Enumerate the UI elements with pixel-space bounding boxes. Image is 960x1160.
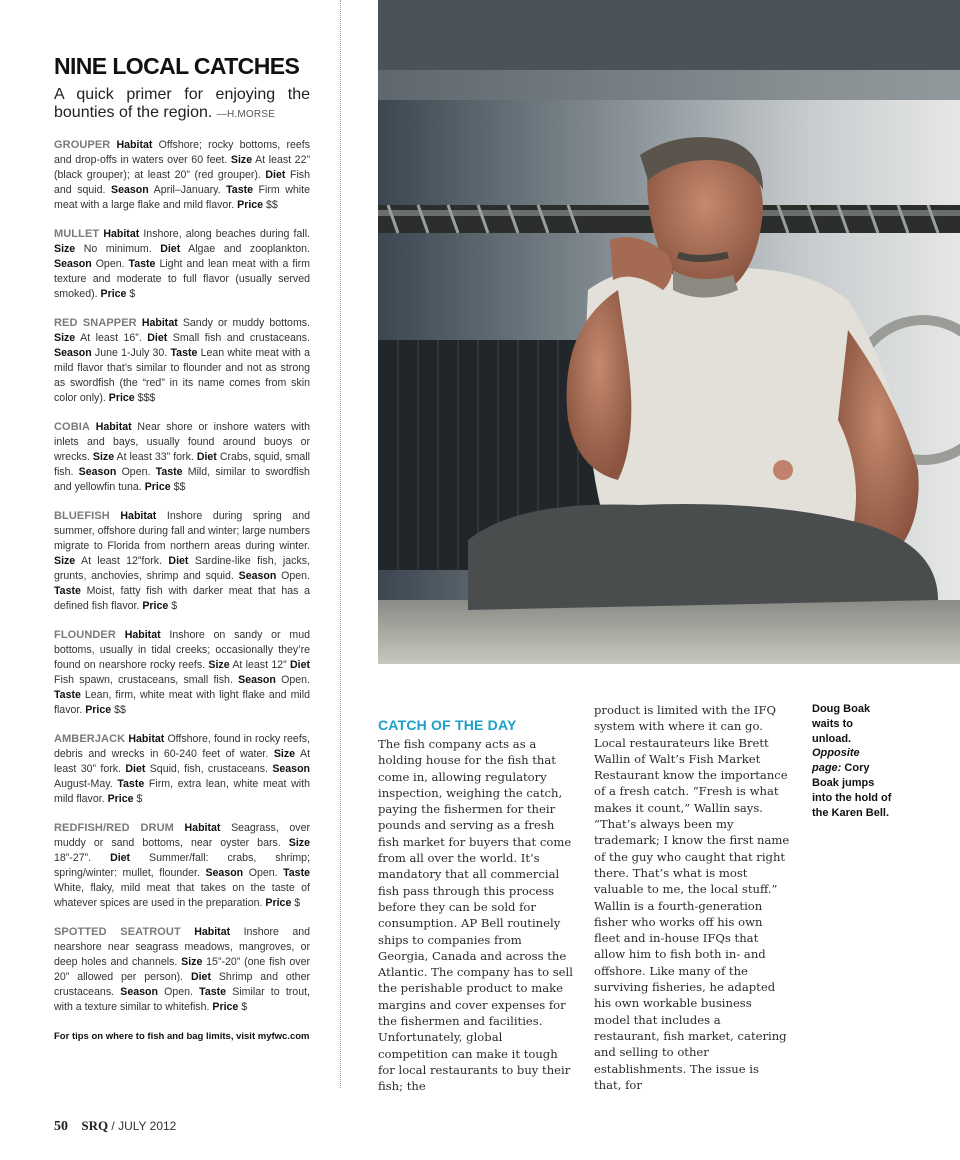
fish-season-value: Open.	[164, 986, 193, 998]
fish-price-value: $	[294, 897, 301, 909]
fish-taste-value: White, flaky, mild meat that takes on the taste of whatever spices are used in the preparation.	[54, 882, 310, 909]
article-heading: CATCH OF THE DAY	[378, 717, 517, 733]
fish-size-value: At least 22” (black grouper); at least 20” (red grouper).	[54, 154, 310, 181]
fish-size-label: Size	[208, 659, 230, 671]
article-column-1	[378, 716, 574, 1095]
fish-diet-value: Crabs, squid, small fish.	[54, 451, 311, 478]
fish-entry	[54, 732, 310, 807]
fish-habitat-label: Habitat	[120, 510, 157, 522]
fish-size-value: At least 16”.	[80, 332, 142, 344]
fish-season-label: Season	[238, 570, 277, 582]
fish-price-label: Price	[265, 897, 292, 909]
fish-taste-value: Light and lean meat with a firm texture and moderate to full flavor (usually served smoked).	[54, 258, 310, 300]
fish-diet-label: Diet	[168, 555, 189, 567]
fish-diet-value: Summer/fall: crabs, shrimp; spring/winter: mullet, flounder.	[54, 852, 310, 879]
fish-season-value: Open.	[248, 867, 278, 879]
fish-season-value: Open.	[95, 258, 125, 270]
fish-taste-label: Taste	[226, 184, 254, 196]
fish-season-value: Open.	[281, 674, 310, 686]
fish-size-label: Size	[92, 451, 115, 463]
fish-price-label: Price	[100, 288, 127, 300]
fish-diet-value: Shrimp and other crustaceans.	[54, 971, 310, 998]
fish-entry	[54, 316, 310, 406]
fish-taste-label: Taste	[54, 689, 81, 701]
fish-taste-label: Taste	[117, 778, 145, 790]
fish-diet-label: Diet	[190, 971, 211, 983]
fish-size-label: Size	[54, 243, 76, 255]
fish-size-value: 15”-20” (one fish over 20” allowed per person).	[54, 956, 311, 983]
fish-season-label: Season	[272, 763, 311, 775]
fish-diet-value: Algae and zooplankton.	[188, 243, 310, 255]
page-footer	[54, 1118, 176, 1135]
fish-entry	[54, 628, 310, 718]
sidebar-tip: For tips on where to fish and bag limits, visit myfwc.com	[54, 1031, 310, 1042]
fish-habitat-value: Seagrass, over muddy or sand bottoms, near oyster bars.	[54, 822, 310, 849]
fish-price-value: $	[241, 1001, 248, 1013]
fish-habitat-value: Offshore; rocky bottoms, reefs and drop-offs in waters over 60 feet.	[54, 139, 310, 166]
fish-size-label: Size	[288, 837, 310, 849]
fish-season-label: Season	[54, 258, 92, 270]
fish-season-value: Open.	[121, 466, 151, 478]
fish-taste-value: Similar to trout, with a texture similar to whitefish.	[54, 986, 310, 1013]
fish-diet-value: Fish and squid.	[54, 169, 310, 196]
fish-name: FLOUNDER	[54, 629, 116, 641]
fish-entry	[54, 227, 310, 302]
fish-season-label: Season	[205, 867, 244, 879]
fish-size-value: At least 30” fork.	[54, 748, 311, 775]
fish-taste-label: Taste	[283, 867, 310, 879]
fish-habitat-label: Habitat	[95, 421, 132, 433]
fish-entry	[54, 821, 310, 911]
fish-habitat-value: Inshore, along beaches during fall.	[143, 228, 310, 240]
caption-part1: Doug Boak waits to unload.	[812, 703, 871, 745]
fish-taste-label: Taste	[155, 466, 183, 478]
fish-size-label: Size	[230, 154, 253, 166]
fish-taste-label: Taste	[170, 347, 198, 359]
fish-habitat-value: Inshore during spring and summer, offshore during fall and winter; large numbers migrate to Florida from northern areas during winter.	[54, 510, 310, 552]
fish-diet-value: Small fish and crustaceans.	[172, 332, 310, 344]
fish-price-value: $	[171, 600, 178, 612]
sidebar-subtitle	[54, 86, 310, 124]
fish-habitat-value: Inshore and nearshore near seagrass meadows, mangroves, or deep holes and channels.	[54, 926, 310, 968]
fish-name: RED SNAPPER	[54, 317, 137, 329]
fish-season-label: Season	[111, 184, 149, 196]
fish-habitat-value: Offshore, found in rocky reefs, debris and wrecks in 60-240 feet of water.	[54, 733, 311, 760]
fish-price-label: Price	[108, 392, 135, 404]
fish-habitat-label: Habitat	[124, 629, 161, 641]
fish-name: COBIA	[54, 421, 90, 433]
photo-caption	[812, 702, 892, 820]
fish-diet-label: Diet	[110, 852, 131, 864]
subtitle-text: A quick primer for enjoying the bounties of the region.	[54, 86, 310, 121]
article-text-col1: The fish company acts as a holding house for the fish that come in, allowing regulatory inspection, weighing the catch, paying the fishermen for their pounds and serving as a fresh fish market for buyers that come from all over the world. It’s mandatory that all commercial fish pass through this process before they can be sold for consumption. AP Bell routinely ships to companies from Georgia, Canada and across the Atlantic. The company has to sell the perishable product to make margins and cover expenses for the fishermen and facilities. Unfortunately, global competition can make it tough for local restaurants to buy their fish; the	[378, 737, 573, 1094]
fish-price-value: $	[136, 793, 143, 805]
fish-name: AMBERJACK	[54, 733, 126, 745]
photo-illustration	[378, 0, 960, 664]
fish-price-label: Price	[142, 600, 169, 612]
fish-price-value: $$	[173, 481, 186, 493]
fish-size-value: At least 12”fork.	[81, 555, 163, 567]
fish-name: BLUEFISH	[54, 510, 110, 522]
fish-price-label: Price	[107, 793, 134, 805]
fish-size-value: At least 12”	[232, 659, 287, 671]
magazine-name: SRQ	[81, 1118, 109, 1133]
fish-name: GROUPER	[54, 139, 111, 151]
fish-season-label: Season	[120, 986, 158, 998]
fish-diet-label: Diet	[160, 243, 181, 255]
fish-taste-value: Moist, fatty fish with darker meat that has a defined fish flavor.	[54, 585, 310, 612]
article-column-2	[594, 702, 790, 1093]
fish-taste-value: Lean, firm, white meat with light flake and mild flavor.	[54, 689, 310, 716]
fish-season-label: Season	[54, 347, 92, 359]
fish-taste-value: Firm, extra lean, white meat with mild flavor.	[54, 778, 310, 805]
fish-size-value: At least 33” fork.	[116, 451, 194, 463]
fish-taste-label: Taste	[199, 986, 227, 998]
fish-habitat-value: Inshore on sandy or mud bottoms, usually in tidal creeks; occasionally they’re found on nearshore rocky reefs.	[54, 629, 310, 671]
fish-name: REDFISH/RED DRUM	[54, 822, 174, 834]
fish-season-value: August-May.	[54, 778, 113, 790]
fish-price-value: $$	[114, 704, 126, 716]
fish-habitat-label: Habitat	[103, 228, 140, 240]
fish-season-label: Season	[238, 674, 276, 686]
caption-part2: Cory Boak jumps into the hold of the Karen Bell.	[812, 762, 892, 819]
fish-season-value: Open.	[281, 570, 310, 582]
fish-diet-value: Sardine-like fish, jacks, grunts, anchovies, shrimp and squid.	[54, 555, 310, 582]
caption-label: Opposite page:	[812, 747, 860, 775]
fish-diet-label: Diet	[289, 659, 310, 671]
fish-habitat-label: Habitat	[141, 317, 178, 329]
fish-list	[54, 138, 310, 1015]
fish-price-value: $$	[266, 199, 278, 211]
fish-taste-value: Lean white meat with a mild flavor that’s similar to flounder and not as strong as swordfish (the “red” in its name comes from skin color only).	[54, 347, 311, 404]
sidebar	[54, 52, 310, 1042]
fish-size-label: Size	[181, 956, 203, 968]
fish-entry	[54, 509, 310, 614]
fish-price-label: Price	[144, 481, 171, 493]
fish-season-label: Season	[78, 466, 117, 478]
fish-price-label: Price	[85, 704, 112, 716]
fish-taste-label: Taste	[128, 258, 156, 270]
fish-diet-value: Fish spawn, crustaceans, small fish.	[54, 674, 233, 686]
fish-name: MULLET	[54, 228, 100, 240]
fish-diet-value: Squid, fish, crustaceans.	[149, 763, 268, 775]
fish-size-label: Size	[54, 555, 76, 567]
page-number: 50	[54, 1119, 68, 1134]
fish-habitat-value: Near shore or inshore waters with inlets and bays, usually found around buoys or wrecks.	[54, 421, 310, 463]
fish-entry	[54, 420, 310, 495]
fish-size-value: No minimum.	[83, 243, 152, 255]
fish-habitat-label: Habitat	[116, 139, 153, 151]
fish-size-value: 18”-27”.	[54, 852, 92, 864]
fish-taste-value: Mild, similar to swordfish and yellowfin tuna.	[54, 466, 310, 493]
fish-habitat-label: Habitat	[194, 926, 231, 938]
fish-taste-label: Taste	[54, 585, 81, 597]
fisherman-photo	[378, 0, 960, 664]
fish-season-value: June 1-July 30.	[94, 347, 168, 359]
article-text-col2: product is limited with the IFQ system with where it can go. Local restaurateurs like Brett Wallin of Walt’s Fish Market Restaurant know the importance of a fresh catch. “Fresh is what makes it count,” Wallin says. “That’s always been my trademark; I know the first name of the guy who caught that right there. That’s what is most valuable to me, the local stuff.” Wallin is a fourth-generation fisher who works off his own fleet and in-house IFQs that allow him to fish both in- and offshore. Like many of the surviving fisheries, he adapted his own workable business model that includes a restaurant, fish market, catering and selling to other establishments. The issue is that, for	[594, 703, 790, 1092]
fish-habitat-label: Habitat	[184, 822, 221, 834]
fish-entry	[54, 138, 310, 213]
sidebar-title: NINE LOCAL CATCHES	[54, 53, 300, 79]
fish-diet-label: Diet	[147, 332, 168, 344]
fish-diet-label: Diet	[265, 169, 286, 181]
fish-price-label: Price	[212, 1001, 239, 1013]
fish-habitat-value: Sandy or muddy bottoms.	[182, 317, 311, 329]
fish-entry	[54, 925, 310, 1015]
fish-price-value: $$$	[137, 392, 156, 404]
fish-price-value: $	[129, 288, 136, 300]
fish-habitat-label: Habitat	[128, 733, 165, 745]
fish-diet-label: Diet	[196, 451, 217, 463]
fish-diet-label: Diet	[125, 763, 146, 775]
byline: —H.MORSE	[216, 109, 276, 120]
fish-taste-value: Firm white meat with a large flake and mild flavor.	[54, 184, 310, 211]
column-divider	[340, 0, 341, 1088]
fish-price-label: Price	[237, 199, 264, 211]
fish-name: SPOTTED SEATROUT	[54, 926, 181, 938]
fish-season-value: April–January.	[153, 184, 221, 196]
issue-date: / JULY 2012	[111, 1119, 177, 1133]
fish-size-label: Size	[273, 748, 296, 760]
fish-size-label: Size	[54, 332, 76, 344]
